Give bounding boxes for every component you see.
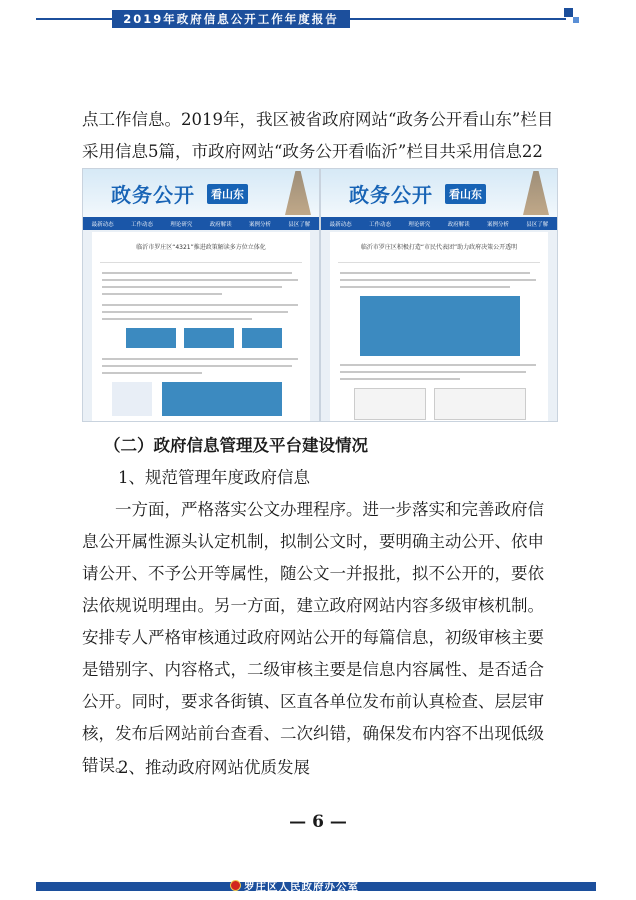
text-line bbox=[340, 286, 510, 288]
text-line bbox=[102, 311, 288, 313]
site-nav bbox=[321, 217, 557, 230]
article-card bbox=[330, 232, 548, 421]
article-title: 临沂市罗庄区积极打造“市民代表团”助力政府决策公开透明 bbox=[360, 244, 518, 251]
banner-title: 政务公开 bbox=[111, 183, 195, 207]
text-line bbox=[102, 272, 292, 274]
text-line bbox=[340, 364, 536, 366]
nav-item: 县区了解 bbox=[288, 221, 311, 228]
text-line bbox=[102, 279, 298, 281]
divider bbox=[338, 262, 540, 263]
screenshot-right bbox=[320, 168, 558, 422]
text-line bbox=[340, 279, 536, 281]
header-decoration-square bbox=[564, 8, 573, 17]
banner-tag: 看山东 bbox=[207, 184, 248, 204]
screenshot-left bbox=[82, 168, 320, 422]
article-image bbox=[354, 388, 426, 420]
text-line bbox=[340, 272, 530, 274]
section-heading: （二）政府信息管理及平台建设情况 bbox=[104, 436, 368, 455]
nav-item: 案例分析 bbox=[486, 221, 509, 228]
report-title: 2019年政府信息公开工作年度报告 bbox=[112, 10, 350, 28]
paragraph-review-mechanism: 一方面，严格落实公文办理程序。进一步落实和完善政府信息公开属性源头认定机制，拟制公文时，要明确主动公开、依申请公开、不予公开等属性，随公文一并报批，拟不公开的，要依法依规说明理由。另一方面，建立政府网站内容多级审核机制。安排专人严格审核通过政府网站公开的每篇信息，初级审核主要是错别字、内容格式，二级审核主要是信息内容属性、是否适合公开。同时，要求各街镇、区直各单位发布前认真检查、层层审核，发布后网站前台查看、二次纠错，确保发布内容不出现低级错误。 bbox=[82, 500, 544, 775]
banner-title: 政务公开 bbox=[349, 183, 433, 207]
article-image bbox=[360, 296, 520, 356]
text-line bbox=[102, 293, 222, 295]
text-line bbox=[102, 358, 298, 360]
article-image bbox=[126, 328, 176, 348]
national-emblem-icon bbox=[230, 880, 241, 891]
banner-tag: 看山东 bbox=[445, 184, 486, 204]
nav-item: 工作动态 bbox=[130, 221, 153, 228]
text-line bbox=[102, 286, 282, 288]
divider bbox=[100, 262, 302, 263]
article-image bbox=[434, 388, 526, 420]
article-image bbox=[162, 382, 282, 416]
text-line bbox=[102, 372, 202, 374]
text-line bbox=[340, 371, 526, 373]
text-line bbox=[102, 304, 298, 306]
article-card bbox=[92, 232, 310, 421]
nav-item: 理论研究 bbox=[408, 221, 431, 228]
article-image bbox=[242, 328, 282, 348]
text-line bbox=[102, 318, 252, 320]
text-line bbox=[340, 378, 460, 380]
nav-item: 案例分析 bbox=[248, 221, 271, 228]
nav-item: 政府解读 bbox=[447, 221, 470, 228]
page-number: — 6 — bbox=[289, 812, 347, 832]
nav-item: 理论研究 bbox=[170, 221, 193, 228]
site-nav bbox=[83, 217, 319, 230]
text-line bbox=[102, 365, 292, 367]
nav-item: 最新动态 bbox=[91, 221, 114, 228]
footer-org: 罗庄区人民政府办公室 bbox=[244, 881, 359, 893]
article-image bbox=[112, 382, 152, 416]
nav-item: 县区了解 bbox=[526, 221, 549, 228]
article-title: 临沂市罗庄区“4321”推进政策解读多方位立体化 bbox=[136, 244, 266, 251]
nav-item: 最新动态 bbox=[329, 221, 352, 228]
subheading-website: 2、推动政府网站优质发展 bbox=[118, 758, 310, 777]
header-decoration-square-small bbox=[573, 17, 579, 23]
subheading-regulate: 1、规范管理年度政府信息 bbox=[118, 468, 310, 487]
paragraph-info-adoption: 点工作信息。2019年，我区被省政府网站“政务公开看山东”栏目采用信息5篇，市政府网站“政务公开看临沂”栏目共采用信息22 bbox=[82, 110, 554, 161]
nav-item: 政府解读 bbox=[209, 221, 232, 228]
article-image bbox=[184, 328, 234, 348]
nav-item: 工作动态 bbox=[368, 221, 391, 228]
